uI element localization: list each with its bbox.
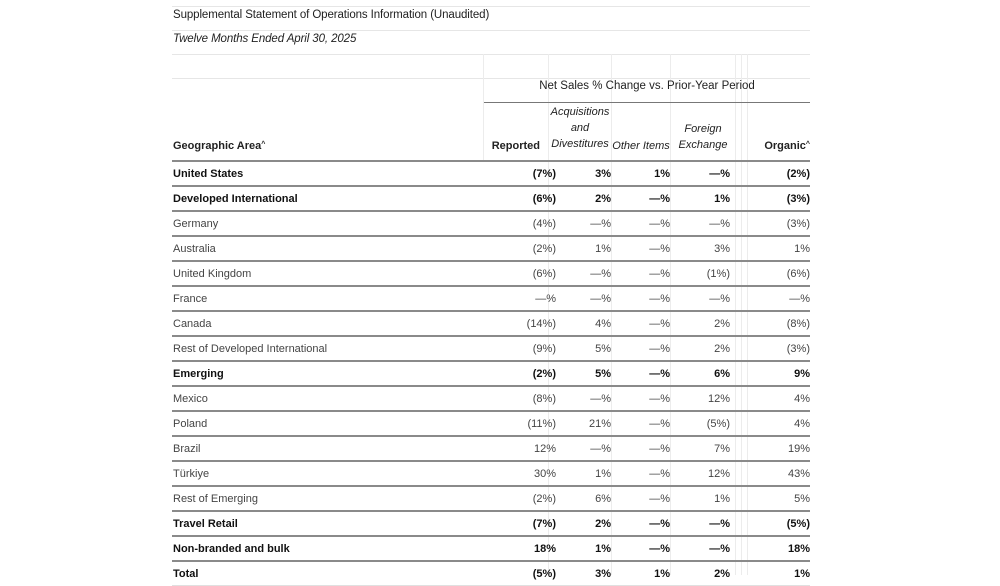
area-cell: Travel Retail [172,511,484,536]
acquisitions-cell: —% [556,211,611,236]
foreign-exchange-cell: (1%) [670,261,730,286]
table-row [172,461,810,486]
area-cell: United Kingdom [172,261,484,286]
area-cell: Total [172,561,484,586]
organic-cell: (3%) [730,336,810,361]
header-label: Organic [764,140,806,152]
other-items-cell: —% [611,461,670,486]
header-line: Divestitures [551,138,609,150]
header-acquisitions [544,104,616,152]
table-row [172,561,810,586]
table-row [172,436,810,461]
area-cell: Non-branded and bulk [172,536,484,561]
reported-cell: (9%) [484,336,556,361]
organic-cell: 19% [730,436,810,461]
other-items-cell: —% [611,536,670,561]
area-cell: Emerging [172,361,484,386]
acquisitions-cell: —% [556,286,611,311]
area-cell: Türkiye [172,461,484,486]
organic-cell: 43% [730,461,810,486]
foreign-exchange-cell: 6% [670,361,730,386]
acquisitions-cell: —% [556,261,611,286]
other-items-cell: —% [611,511,670,536]
other-items-cell: —% [611,386,670,411]
organic-cell: (6%) [730,261,810,286]
table-row [172,361,810,386]
table-row [172,311,810,336]
organic-cell: 9% [730,361,810,386]
acquisitions-cell: 5% [556,336,611,361]
foreign-exchange-cell: 12% [670,386,730,411]
table-row [172,236,810,261]
divider [172,78,810,79]
foreign-exchange-cell: 2% [670,311,730,336]
divider [172,54,810,55]
foreign-exchange-cell: —% [670,286,730,311]
acquisitions-cell: —% [556,436,611,461]
foreign-exchange-cell: 3% [670,236,730,261]
table-row [172,161,810,186]
foreign-exchange-cell: 1% [670,186,730,211]
foreign-exchange-cell: 7% [670,436,730,461]
other-items-cell: —% [611,436,670,461]
reported-cell: (5%) [484,561,556,586]
organic-cell: (3%) [730,186,810,211]
reported-cell: (6%) [484,186,556,211]
header-reported: Reported [491,140,540,152]
area-cell: Germany [172,211,484,236]
acquisitions-cell: 6% [556,486,611,511]
group-header-rule [484,102,810,103]
other-items-cell: —% [611,286,670,311]
table-row [172,386,810,411]
acquisitions-cell: 4% [556,311,611,336]
organic-cell: 1% [730,236,810,261]
reported-cell: 18% [484,536,556,561]
reported-cell: (7%) [484,161,556,186]
foreign-exchange-cell: 2% [670,336,730,361]
area-cell: Developed International [172,186,484,211]
foreign-exchange-cell: —% [670,536,730,561]
other-items-cell: —% [611,336,670,361]
area-cell: Canada [172,311,484,336]
table-row [172,261,810,286]
organic-cell: 4% [730,386,810,411]
header-line: and [570,122,590,134]
header-foreign-exchange [672,121,734,153]
divider [172,6,810,7]
organic-cell: —% [730,286,810,311]
net-sales-group-header: Net Sales % Change vs. Prior-Year Period [539,80,755,92]
reported-cell: (6%) [484,261,556,286]
header-label: Geographic Area [173,140,262,152]
reported-cell: 12% [484,436,556,461]
header-other-items: Other Items [612,140,670,152]
other-items-cell: —% [611,186,670,211]
area-cell: Rest of Emerging [172,486,484,511]
header-geographic-area [173,138,265,154]
acquisitions-cell: 3% [556,561,611,586]
foreign-exchange-cell: (5%) [670,411,730,436]
other-items-cell: —% [611,236,670,261]
other-items-cell: —% [611,486,670,511]
reported-cell: (4%) [484,211,556,236]
reported-cell: (2%) [484,486,556,511]
area-cell: Australia [172,236,484,261]
other-items-cell: —% [611,411,670,436]
organic-cell: 4% [730,411,810,436]
footnote-mark: ^ [261,141,266,148]
area-cell: Rest of Developed International [172,336,484,361]
table-row [172,286,810,311]
table-row [172,511,810,536]
reported-cell: —% [484,286,556,311]
acquisitions-cell: 5% [556,361,611,386]
acquisitions-cell: 1% [556,536,611,561]
organic-cell: (5%) [730,511,810,536]
data-table [172,160,810,586]
table-row [172,211,810,236]
organic-cell: 5% [730,486,810,511]
reported-cell: (14%) [484,311,556,336]
organic-cell: 18% [730,536,810,561]
header-organic [732,138,810,154]
reported-cell: 30% [484,461,556,486]
header-line: Acquisitions [550,106,610,118]
organic-cell: (8%) [730,311,810,336]
organic-cell: (3%) [730,211,810,236]
table-row [172,536,810,561]
organic-cell: (2%) [730,161,810,186]
acquisitions-cell: —% [556,386,611,411]
reported-cell: (2%) [484,361,556,386]
table-row [172,411,810,436]
acquisitions-cell: 1% [556,461,611,486]
table-row [172,336,810,361]
table-row [172,186,810,211]
area-cell: United States [172,161,484,186]
foreign-exchange-cell: —% [670,161,730,186]
acquisitions-cell: 21% [556,411,611,436]
other-items-cell: —% [611,311,670,336]
foreign-exchange-cell: 1% [670,486,730,511]
foreign-exchange-cell: 2% [670,561,730,586]
reported-cell: (11%) [484,411,556,436]
area-cell: France [172,286,484,311]
area-cell: Poland [172,411,484,436]
foreign-exchange-cell: —% [670,511,730,536]
foreign-exchange-cell: 12% [670,461,730,486]
acquisitions-cell: 2% [556,186,611,211]
acquisitions-cell: 2% [556,511,611,536]
other-items-cell: 1% [611,161,670,186]
period-subtitle: Twelve Months Ended April 30, 2025 [173,33,357,45]
acquisitions-cell: 3% [556,161,611,186]
reported-cell: (7%) [484,511,556,536]
reported-cell: (8%) [484,386,556,411]
foreign-exchange-cell: —% [670,211,730,236]
other-items-cell: —% [611,211,670,236]
table-row [172,486,810,511]
other-items-cell: —% [611,261,670,286]
document-title: Supplemental Statement of Operations Information (Unaudited) [173,9,490,21]
divider [172,30,810,31]
other-items-cell: —% [611,361,670,386]
area-cell: Brazil [172,436,484,461]
area-cell: Mexico [172,386,484,411]
reported-cell: (2%) [484,236,556,261]
acquisitions-cell: 1% [556,236,611,261]
organic-cell: 1% [730,561,810,586]
other-items-cell: 1% [611,561,670,586]
header-line: Exchange [678,139,728,151]
header-line: Foreign [684,123,722,135]
footnote-mark: ^ [805,141,810,148]
